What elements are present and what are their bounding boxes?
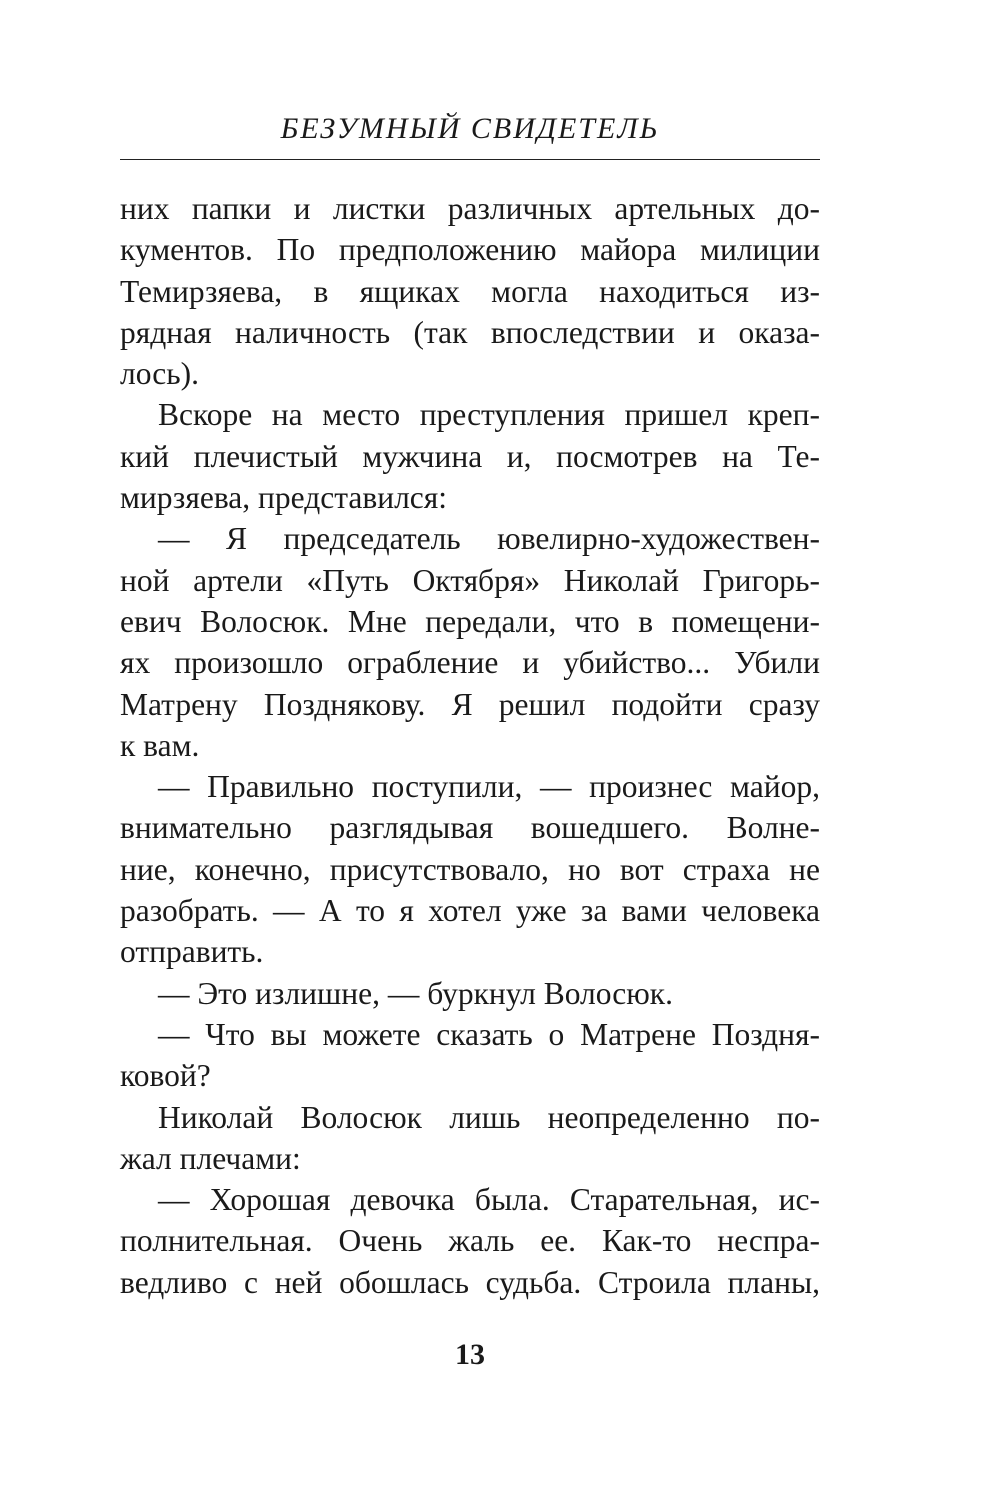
text-line: полнительная. Очень жаль ее. Как-то неспра- [120, 1223, 820, 1259]
text-line: к вам. [120, 727, 200, 763]
text-line: рядная наличность (так впоследствии и оказа- [120, 314, 820, 350]
text-line: Николай Волосюк лишь неопределенно по- [158, 1099, 820, 1135]
text-line: ковой? [120, 1058, 211, 1094]
text-line: — Это излишне, — буркнул Волосюк. [158, 975, 673, 1011]
text-line: ведливо с ней обошлась судьба. Строила планы, [120, 1264, 820, 1300]
text-line: кий плечистый мужчина и, посмотрев на Те- [120, 438, 820, 474]
page-number: 13 [455, 1338, 485, 1371]
text-line: Матрену Позднякову. Я решил подойти сразу [120, 686, 820, 722]
text-line: разобрать. — А то я хотел уже за вами человека [120, 893, 820, 929]
running-head-title: БЕЗУМНЫЙ СВИДЕТЕЛЬ [280, 112, 660, 145]
text-line: отправить. [120, 934, 264, 970]
text-line: жал плечами: [120, 1140, 301, 1176]
text-line: — Что вы можете сказать о Матрене Поздня- [158, 1016, 820, 1052]
text-line: ях произошло ограбление и убийство... Убили [120, 645, 820, 681]
text-line: Вскоре на место преступления пришел креп- [158, 397, 820, 433]
text-line: евич Волосюк. Мне передали, что в помещени- [120, 603, 820, 639]
text-line: — Правильно поступили, — произнес майор, [158, 769, 820, 805]
text-line: мирзяева, представился: [120, 480, 448, 516]
text-line: — Хорошая девочка была. Старательная, ис- [158, 1182, 820, 1218]
text-line: ной артели «Путь Октября» Николай Григорь- [120, 562, 820, 598]
body-text [120, 188, 820, 1303]
header-rule [120, 159, 820, 160]
text-line: кументов. По предположению майора милиции [120, 232, 820, 268]
text-line: — Я председатель ювелирно-художествен- [158, 521, 820, 557]
text-line: лось). [120, 356, 199, 392]
text-line: внимательно разглядывая вошедшего. Волне- [120, 810, 820, 846]
text-line: Темирзяева, в ящиках могла находиться из- [120, 273, 820, 309]
text-line: них папки и листки различных артельных до- [120, 191, 820, 226]
text-line: ние, конечно, присутствовало, но вот страха не [120, 851, 820, 887]
